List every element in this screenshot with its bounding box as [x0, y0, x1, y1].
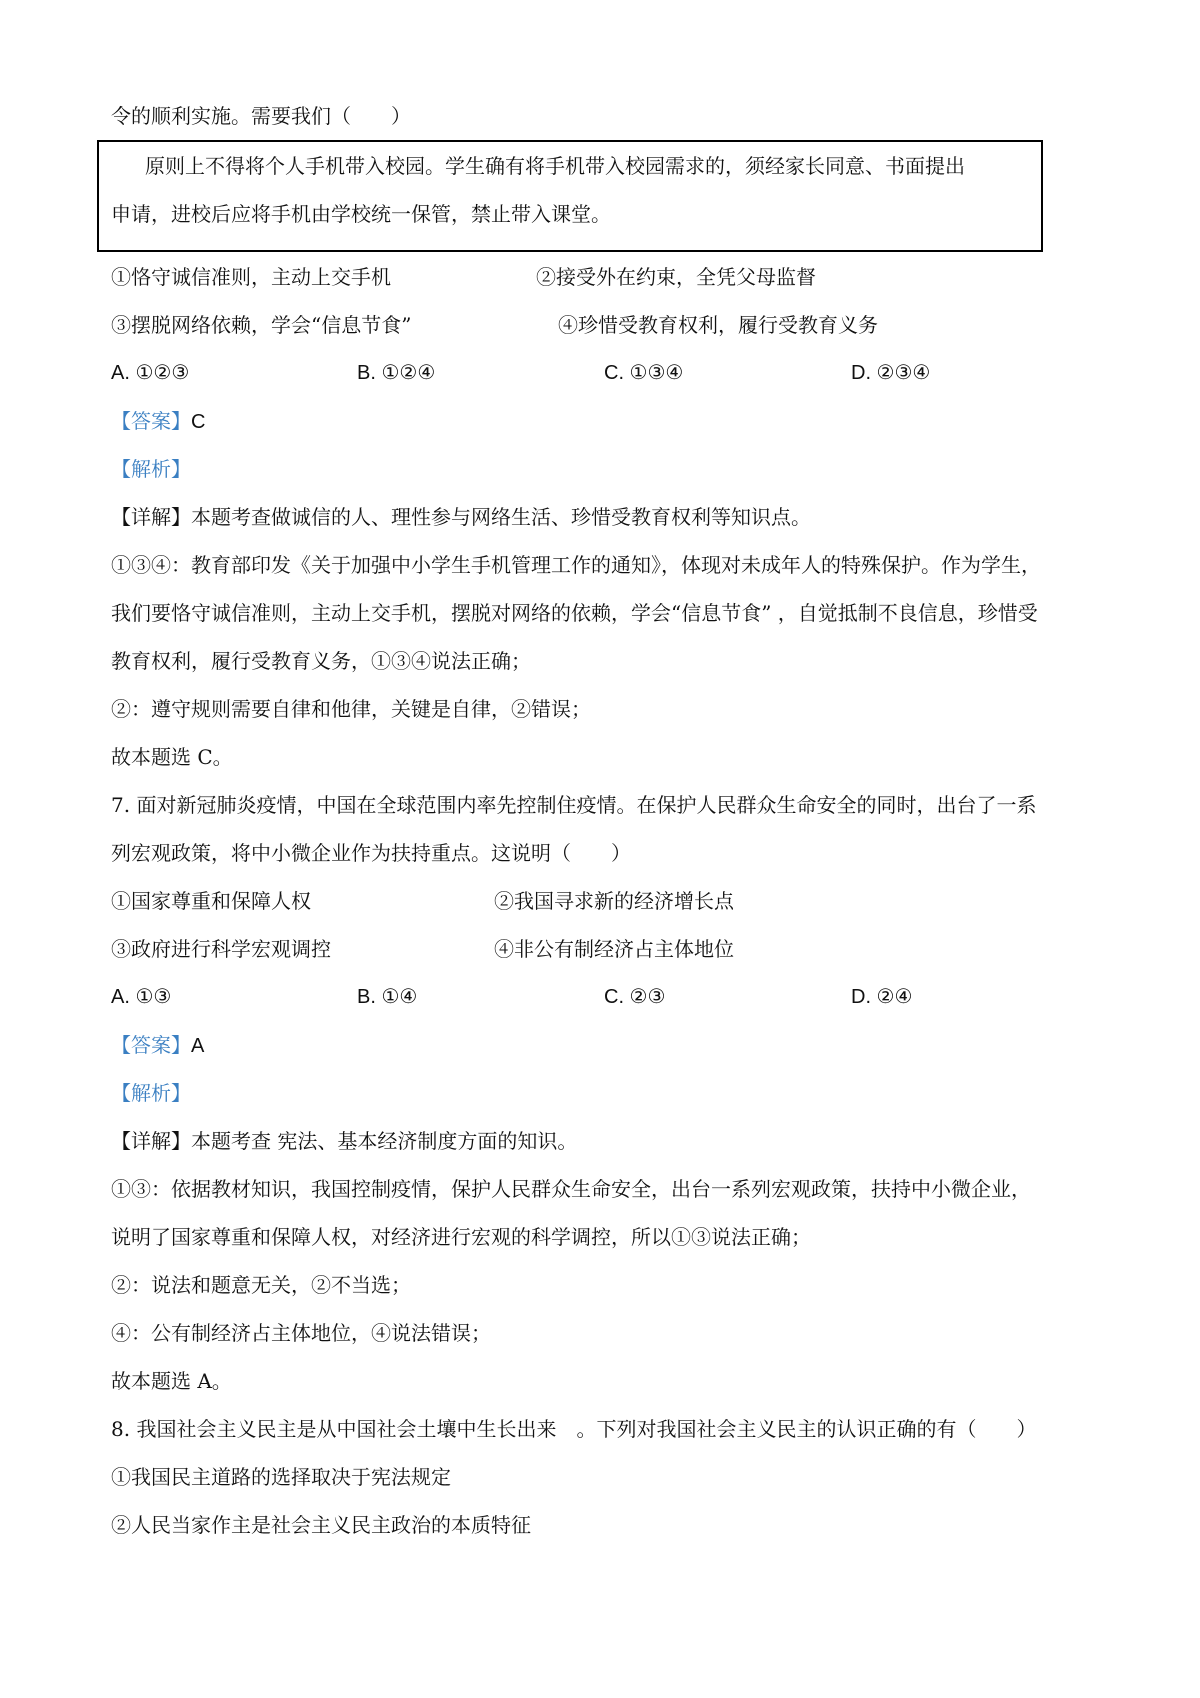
answer-value: C: [191, 411, 206, 433]
q8-stem-line1: 8. 我国社会主义民主是从中国社会土壤中生长出来 。下列对我国社会主义民主的认识正确的有（ ）: [111, 1417, 1037, 1441]
q6-item-2: ②接受外在约束，全凭父母监督: [536, 265, 816, 289]
answer-tag: 【答案】: [111, 409, 191, 433]
q7-option-b: B. ①④: [357, 986, 418, 1008]
q7-item-1: ①国家尊重和保障人权: [111, 889, 311, 913]
q6-item-4: ④珍惜受教育权利，履行受教育义务: [558, 313, 878, 337]
q7-option-a: A. ①③: [111, 986, 172, 1008]
q6-detail-line3: 我们要恪守诚信准则，主动上交手机，摆脱对网络的依赖，学会“信息节食” ，自觉抵制不良信息，珍惜受: [111, 601, 1038, 625]
q7-option-d: D. ②④: [851, 986, 913, 1008]
q6-answer-line: [111, 407, 205, 436]
q7-stem-line1: 7. 面对新冠肺炎疫情，中国在全球范围内率先控制住疫情。在保护人民群众生命安全的同时，出台了一系: [111, 793, 1037, 817]
q6-quote-box: [97, 140, 1043, 252]
answer-tag: 【答案】: [111, 1033, 191, 1057]
q6-option-a: A. ①②③: [111, 362, 190, 384]
q7-analysis-tag: 【解析】: [111, 1081, 191, 1105]
q6-item-3: ③摆脱网络依赖，学会“信息节食”: [111, 313, 412, 337]
q7-detail-line5: ④：公有制经济占主体地位，④说法错误；: [111, 1321, 491, 1345]
q7-stem-line2: 列宏观政策，将中小微企业作为扶持重点。这说明（ ）: [111, 841, 631, 865]
answer-value: A: [191, 1035, 205, 1057]
q6-option-c: C. ①③④: [604, 362, 684, 384]
q6-detail-line5: ②：遵守规则需要自律和他律，关键是自律，②错误；: [111, 697, 591, 721]
q6-detail-line2: ①③④：教育部印发《关于加强中小学生手机管理工作的通知》，体现对未成年人的特殊保护。作为学生，: [111, 553, 1041, 577]
q7-detail-line2: ①③：依据教材知识，我国控制疫情，保护人民群众生命安全，出台一系列宏观政策，扶持中小微企业，: [111, 1177, 1031, 1201]
q6-quote-line2: 申请，进校后应将手机由学校统一保管，禁止带入课堂。: [111, 202, 611, 226]
q8-item-2: ②人民当家作主是社会主义民主政治的本质特征: [111, 1513, 531, 1537]
q6-option-d: D. ②③④: [851, 362, 931, 384]
q7-item-4: ④非公有制经济占主体地位: [494, 937, 734, 961]
q7-item-2: ②我国寻求新的经济增长点: [494, 889, 734, 913]
q6-item-1: ①恪守诚信准则，主动上交手机: [111, 265, 391, 289]
q7-answer-line: [111, 1031, 204, 1060]
q7-detail-line3: 说明了国家尊重和保障人权，对经济进行宏观的科学调控，所以①③说法正确；: [111, 1225, 811, 1249]
q6-quote-line1: 原则上不得将个人手机带入校园。学生确有将手机带入校园需求的，须经家长同意、书面提出: [145, 154, 965, 178]
q6-option-b: B. ①②④: [357, 362, 436, 384]
q6-detail-line1: 【详解】本题考查做诚信的人、理性参与网络生活、珍惜受教育权利等知识点。: [111, 505, 811, 529]
q7-detail-line1: 【详解】本题考查 宪法、基本经济制度方面的知识。: [111, 1129, 578, 1153]
q7-detail-line4: ②：说法和题意无关，②不当选；: [111, 1273, 411, 1297]
q6-conclusion: 故本题选 C。: [111, 745, 233, 769]
q7-conclusion: 故本题选 A。: [111, 1369, 232, 1393]
q7-option-c: C. ②③: [604, 986, 666, 1008]
q6-analysis-tag: 【解析】: [111, 457, 191, 481]
q6-detail-line4: 教育权利，履行受教育义务，①③④说法正确；: [111, 649, 531, 673]
q7-item-3: ③政府进行科学宏观调控: [111, 937, 331, 961]
q8-item-1: ①我国民主道路的选择取决于宪法规定: [111, 1465, 451, 1489]
q6-stem-tail: 令的顺利实施。需要我们（ ）: [111, 104, 411, 128]
